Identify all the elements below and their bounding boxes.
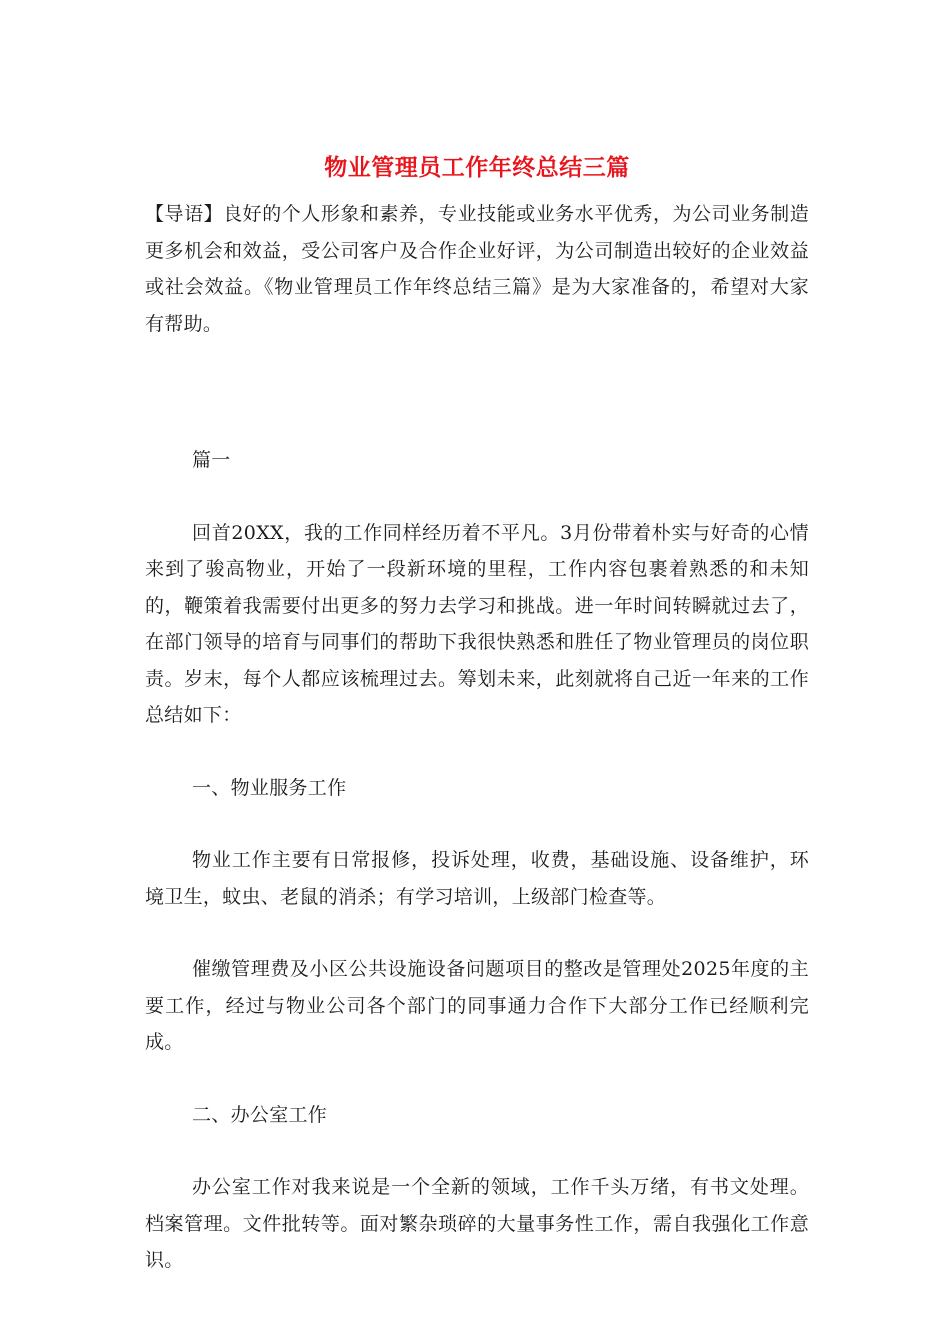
spacer [145,915,809,951]
spacer [145,479,809,515]
document-title: 物业管理员工作年终总结三篇 [324,154,630,181]
spacer [145,342,809,442]
spacer [145,734,809,770]
section-heading-2: 二、办公室工作 [192,1103,328,1126]
intro-paragraph: 【导语】良好的个人形象和素养，专业技能或业务水平优秀，为公司业务制造更多机会和效益，受公司客户及合作企业好评，为公司制造出较好的企业效益或社会效益。《物业管理员工作年终总结三篇》是为大家准备的，希望对大家有帮助。 [145,203,809,335]
paragraph-4: 办公室工作对我来说是一个全新的领域，工作千头万绪，有书文处理。档案管理。文件批转等。面对繁杂琐碎的大量事务性工作，需自我强化工作意识。 [145,1176,809,1271]
document-body [145,140,809,1279]
paragraph-3: 催缴管理费及小区公共设施设备问题项目的整改是管理处2025年度的主要工作，经过与物业公司各个部门的同事通力合作下大部分工作已经顺利完成。 [145,958,809,1053]
spacer [145,806,809,842]
paragraph-2: 物业工作主要有日常报修，投诉处理，收费，基础设施、设备维护，环境卫生，蚊虫、老鼠的消杀；有学习培训，上级部门检查等。 [145,849,809,908]
section-heading-1: 一、物业服务工作 [192,776,347,799]
paragraph-1: 回首20XX，我的工作同样经历着不平凡。3月份带着朴实与好奇的心情来到了骏高物业，开始了一段新环境的里程，工作内容包裹着熟悉的和未知的，鞭策着我需要付出更多的努力去学习和挑战。进一年时间转瞬就过去了，在部门领导的培育与同事们的帮助下我很快熟悉和胜任了物业管理员的岗位职责。岁末，每个人都应该梳理过去。筹划未来，此刻就将自己近一年来的工作总结如下： [145,521,809,726]
part-label: 篇一 [192,449,231,471]
spacer [145,1061,809,1097]
spacer [145,1133,809,1169]
